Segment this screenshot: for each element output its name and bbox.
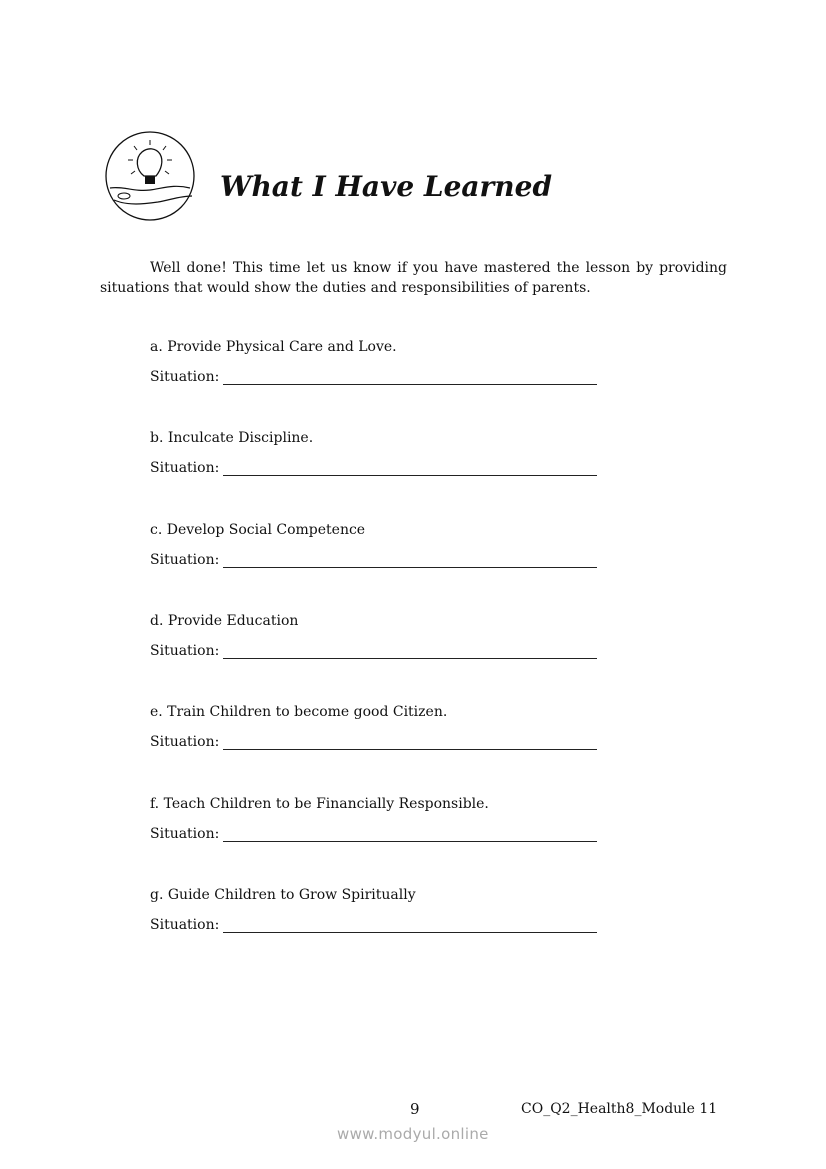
section-title: What I Have Learned xyxy=(220,170,553,203)
situation-row xyxy=(150,826,597,842)
situation-row xyxy=(150,917,597,933)
watermark: www.modyul.online xyxy=(337,1125,489,1143)
situation-answer-line[interactable] xyxy=(223,735,597,750)
situation-label: Situation: xyxy=(150,369,220,385)
situation-label: Situation: xyxy=(150,825,220,842)
situation-row xyxy=(150,369,597,385)
situation-answer-line[interactable] xyxy=(223,918,597,933)
page-number: 9 xyxy=(410,1100,420,1118)
module-code: CO_Q2_Health8_Module 11 xyxy=(521,1101,718,1117)
situation-row xyxy=(150,734,597,750)
situation-row xyxy=(150,460,597,476)
item-label: c. Develop Social Competence xyxy=(150,521,366,538)
item-label: d. Provide Education xyxy=(150,612,299,629)
situation-label: Situation: xyxy=(150,642,220,659)
item-label: b. Inculcate Discipline. xyxy=(150,430,314,447)
item-label: g. Guide Children to Grow Spiritually xyxy=(150,886,416,903)
situation-label: Situation: xyxy=(150,916,220,933)
item-label: a. Provide Physical Care and Love. xyxy=(150,339,397,355)
instructions-text: Well done! This time let us know if you have mastered the lesson by providing situations that would show the duties and responsibilities of parents. xyxy=(100,260,727,296)
item-label: e. Train Children to become good Citizen. xyxy=(150,704,448,721)
situation-answer-line[interactable] xyxy=(223,553,597,568)
lightbulb-hand-icon xyxy=(104,130,196,222)
item-label: f. Teach Children to be Financially Responsible. xyxy=(150,795,489,812)
situation-answer-line[interactable] xyxy=(223,461,597,476)
situation-row xyxy=(150,643,597,659)
situation-answer-line[interactable] xyxy=(223,370,597,385)
situation-label: Situation: xyxy=(150,460,220,477)
situation-row xyxy=(150,552,597,568)
situation-answer-line[interactable] xyxy=(223,644,597,659)
situation-label: Situation: xyxy=(150,551,220,568)
instructions-paragraph xyxy=(100,258,727,298)
situation-answer-line[interactable] xyxy=(223,827,597,842)
situation-label: Situation: xyxy=(150,734,220,751)
